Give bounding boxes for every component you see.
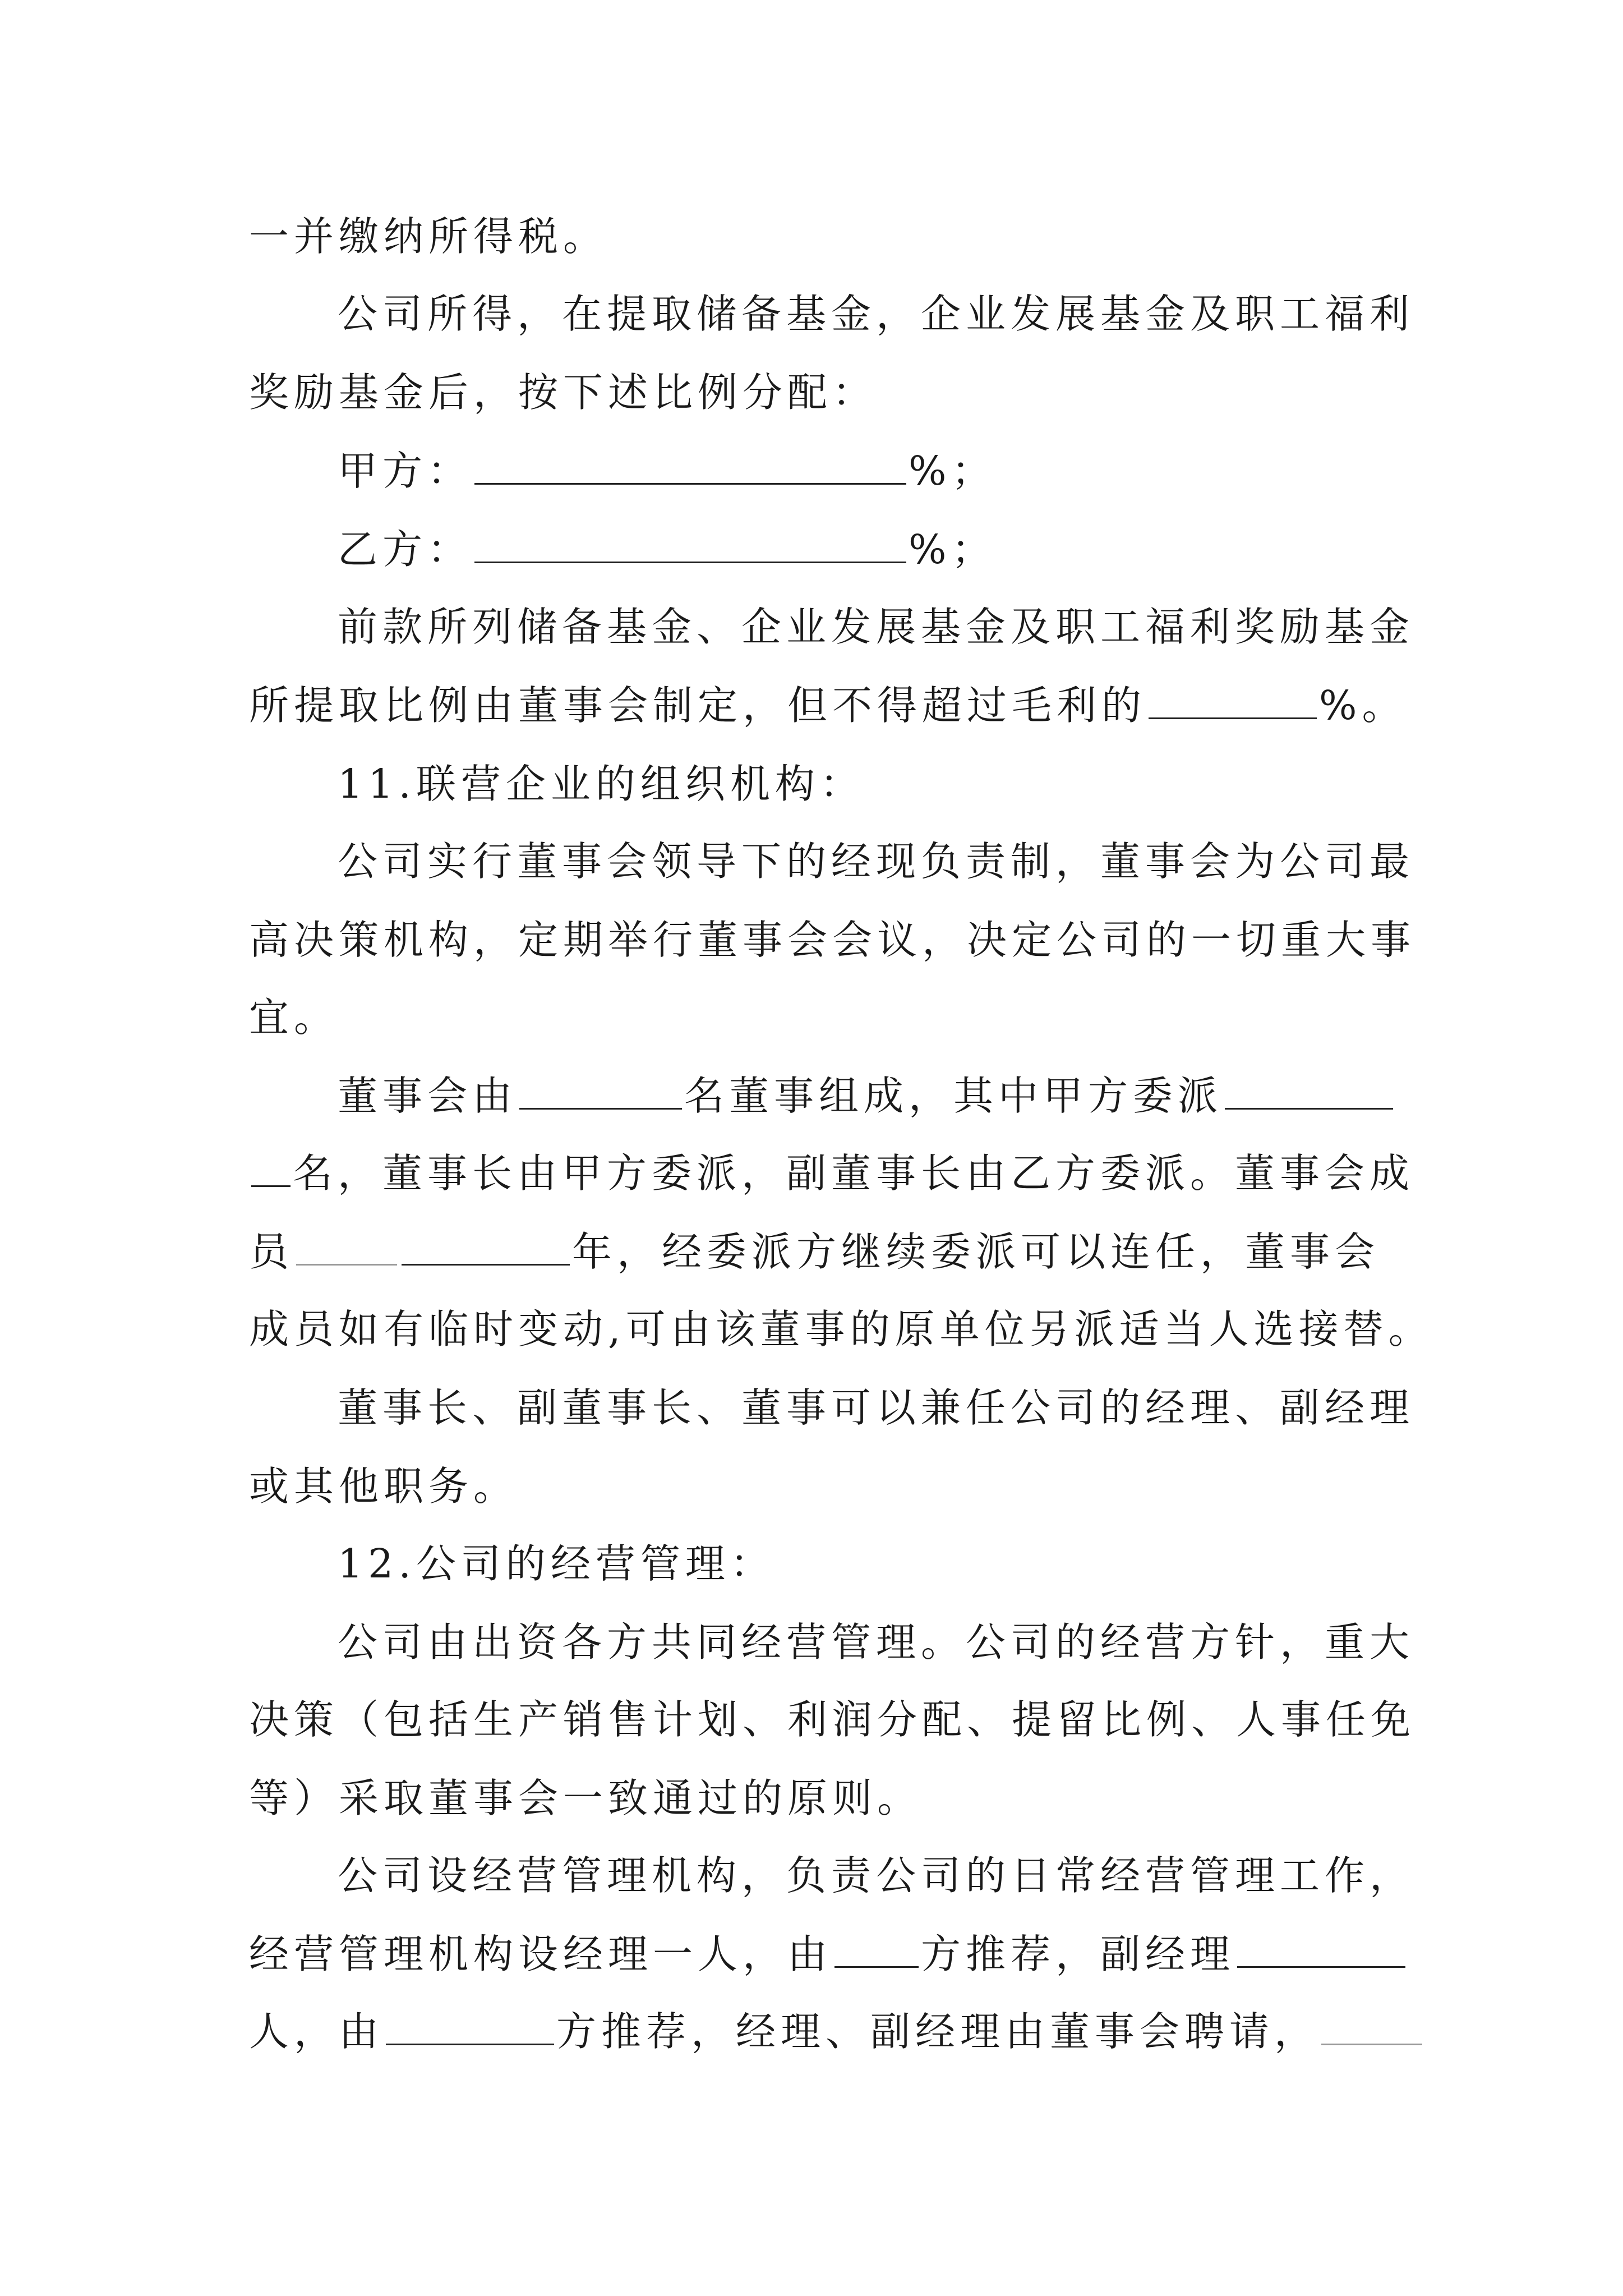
blank-field[interactable] bbox=[251, 1151, 291, 1187]
text-line: 高决策机构，定期举行董事会会议，决定公司的一切重大事 bbox=[249, 917, 1416, 963]
text-line: 公司设经营管理机构，负责公司的日常经营管理工作， bbox=[338, 1852, 1415, 1899]
blank-field[interactable] bbox=[1225, 1073, 1393, 1110]
blank-field[interactable] bbox=[1321, 2009, 1422, 2045]
label: 方推荐，副经理 bbox=[921, 1931, 1235, 1977]
label: %； bbox=[909, 448, 997, 494]
section-heading: 12.公司的经营管理： bbox=[338, 1540, 775, 1587]
blank-field[interactable] bbox=[474, 448, 906, 485]
label: 人，由 bbox=[249, 2008, 384, 2055]
text-line: 决策（包括生产销售计划、利润分配、提留比例、人事任免 bbox=[249, 1696, 1416, 1743]
ratio-party-a bbox=[338, 443, 996, 499]
text-line: 宜。 bbox=[249, 994, 339, 1041]
label: 年，经委派方继续委派可以连任，董事会 bbox=[572, 1228, 1380, 1275]
text-line: 等）采取董事会一致通过的原则。 bbox=[249, 1775, 923, 1821]
text-line-with-blank bbox=[249, 1145, 1414, 1202]
label: %。 bbox=[1319, 682, 1407, 729]
blank-field[interactable] bbox=[296, 1229, 397, 1266]
blank-field[interactable] bbox=[834, 1931, 919, 1968]
text-line: 一并缴纳所得税。 bbox=[249, 213, 608, 260]
ratio-party-b bbox=[338, 522, 996, 578]
label: 方推荐，经理、副经理由董事会聘请， bbox=[556, 2008, 1320, 2055]
text-line: 或其他职务。 bbox=[249, 1463, 519, 1510]
label: 经营管理机构设经理一人，由 bbox=[249, 1931, 833, 1977]
blank-field[interactable] bbox=[1149, 683, 1317, 719]
text-line-with-blank bbox=[249, 2004, 1424, 2060]
blank-field[interactable] bbox=[402, 1229, 570, 1266]
text-line-with-blank bbox=[249, 1926, 1408, 1982]
label: 董事会由 bbox=[338, 1073, 518, 1119]
label: 名，董事长由甲方委派，副董事长由乙方委派。董事会成 bbox=[293, 1150, 1415, 1197]
text-line-with-blank bbox=[249, 678, 1407, 734]
text-line: 前款所列储备基金、企业发展基金及职工福利奖励基金 bbox=[338, 604, 1415, 650]
label: 所提取比例由董事会制定，但不得超过毛利的 bbox=[249, 682, 1147, 729]
text-line: 公司实行董事会领导下的经现负责制，董事会为公司最 bbox=[338, 838, 1415, 885]
blank-field[interactable] bbox=[519, 1073, 682, 1110]
text-line: 成员如有临时变动,可由该董事的原单位另派适当人选接替。 bbox=[249, 1306, 1433, 1352]
text-line-with-blank bbox=[249, 1224, 1380, 1280]
blank-field[interactable] bbox=[386, 2009, 554, 2045]
label: 甲方： bbox=[338, 448, 473, 494]
text-line: 公司所得，在提取储备基金，企业发展基金及职工福利 bbox=[338, 291, 1415, 337]
text-line-with-blank bbox=[338, 1068, 1395, 1124]
label: %； bbox=[909, 526, 997, 573]
text-line: 董事长、副董事长、董事可以兼任公司的经理、副经理 bbox=[338, 1384, 1415, 1431]
blank-field[interactable] bbox=[474, 527, 906, 563]
section-heading: 11.联营企业的组织机构： bbox=[338, 761, 865, 807]
label: 名董事组成，其中甲方委派 bbox=[684, 1073, 1223, 1119]
label: 乙方： bbox=[338, 526, 473, 573]
text-line: 公司由出资各方共同经营管理。公司的经营方针，重大 bbox=[338, 1619, 1415, 1665]
label: 员 bbox=[249, 1228, 294, 1275]
text-line: 奖励基金后，按下述比例分配： bbox=[249, 369, 878, 416]
blank-field[interactable] bbox=[1237, 1931, 1405, 1968]
